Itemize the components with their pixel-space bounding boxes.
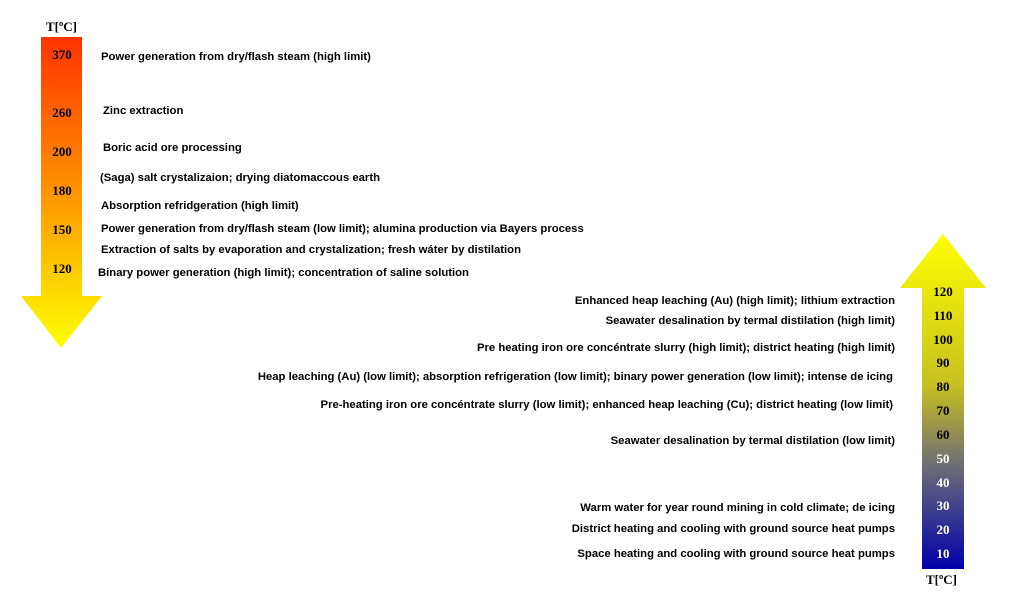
tick-370: 370 [52, 47, 72, 62]
application-item: Warm water for year round mining in cold climate; de icing [580, 502, 895, 514]
application-item: Enhanced heap leaching (Au) (high limit); lithium extraction [574, 295, 895, 307]
application-item: Power generation from dry/flash steam (low limit); alumina production via Bayers process [101, 223, 584, 235]
tick-200: 200 [52, 144, 72, 159]
tick-150: 150 [52, 222, 72, 237]
application-item: Absorption refridgeration (high limit) [101, 200, 299, 212]
tick-70: 70 [936, 403, 950, 418]
application-item: Extraction of salts by evaporation and crystalization; fresh wáter by distilation [101, 244, 521, 256]
application-item: (Saga) salt crystalizaion; drying diatomaccous earth [100, 172, 380, 184]
high-temp-unit-label: T[ºC] [46, 19, 78, 34]
application-item: Pre heating iron ore concéntrate slurry (high limit); district heating (high limit) [476, 342, 895, 354]
tick-30: 30 [936, 498, 950, 513]
tick-110: 110 [933, 308, 953, 323]
tick-120: 120 [52, 261, 72, 276]
tick-40: 40 [936, 475, 950, 490]
tick-260: 260 [52, 105, 72, 120]
application-item: District heating and cooling with ground source heat pumps [571, 523, 895, 535]
application-item: Heap leaching (Au) (low limit); absorption refrigeration (low limit); binary power generation (low limit); intense de icing [257, 371, 893, 383]
tick-90: 90 [936, 355, 950, 370]
tick-120: 120 [933, 284, 953, 299]
tick-60: 60 [936, 427, 950, 442]
application-item: Power generation from dry/flash steam (high limit) [101, 51, 371, 63]
application-item: Pre-heating iron ore concéntrate slurry (low limit); enhanced heap leaching (Cu); district heating (low limit) [320, 399, 893, 411]
application-item: Binary power generation (high limit); concentration of saline solution [98, 267, 469, 279]
tick-10: 10 [936, 546, 950, 561]
tick-80: 80 [936, 379, 950, 394]
application-item: Space heating and cooling with ground source heat pumps [577, 548, 895, 560]
low-temp-unit-label: T[ºC] [926, 572, 958, 587]
application-item: Seawater desalination by termal distilation (low limit) [610, 435, 895, 447]
application-item: Seawater desalination by termal distilation (high limit) [605, 315, 895, 327]
tick-180: 180 [52, 183, 72, 198]
application-item: Zinc extraction [103, 105, 184, 117]
application-item: Boric acid ore processing [103, 142, 242, 154]
tick-50: 50 [936, 451, 950, 466]
tick-100: 100 [933, 332, 953, 347]
tick-20: 20 [936, 522, 950, 537]
